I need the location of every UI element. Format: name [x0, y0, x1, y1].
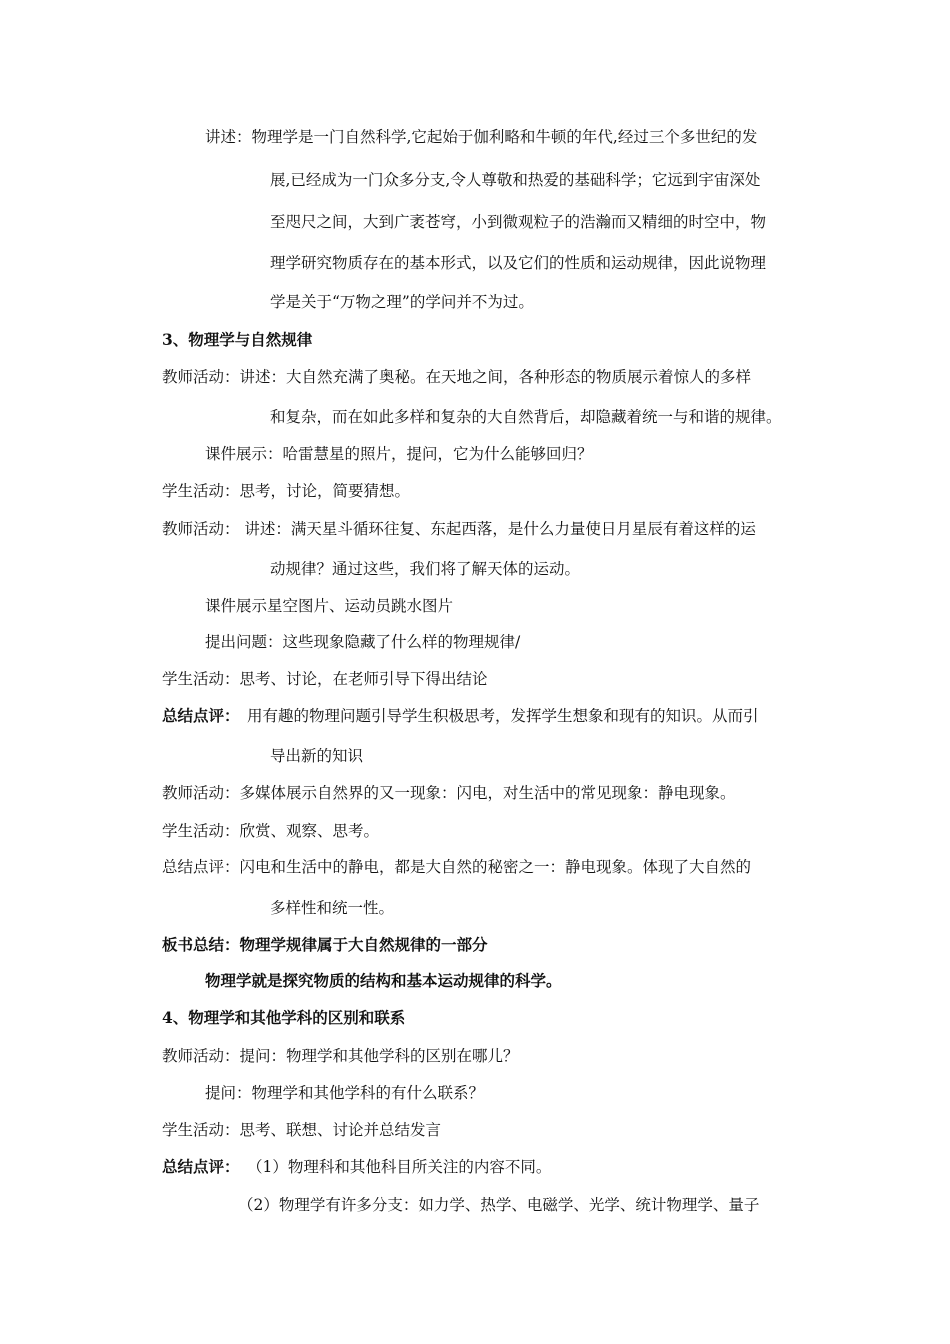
- paragraph-line: 教师活动：讲述：大自然充满了奥秘。在天地之间，各种形态的物质展示着惊人的多样: [162, 368, 752, 386]
- paragraph-line: （1）物理科和其他科目所关注的内容不同。: [247, 1158, 552, 1176]
- summary-label: 总结点评：: [162, 706, 240, 725]
- paragraph-line: 总结点评：闪电和生活中的静电，都是大自然的秘密之一：静电现象。体现了大自然的: [162, 858, 752, 876]
- paragraph-line: 学生活动：思考，讨论，简要猜想。: [162, 482, 411, 500]
- paragraph-line: 动规律？通过这些，我们将了解天体的运动。: [270, 560, 581, 578]
- paragraph-line: 教师活动： 讲述：满天星斗循环往复、东起西落，是什么力量使日月星辰有着这样的运: [162, 520, 756, 538]
- paragraph-line: 至咫尺之间，大到广袤苍穹，小到微观粒子的浩瀚而又精细的时空中，物: [270, 213, 767, 231]
- paragraph-line: 学是关于“万物之理”的学问并不为过。: [270, 293, 534, 311]
- paragraph-line: 和复杂，而在如此多样和复杂的大自然背后，却隐藏着统一与和谐的规律。: [270, 408, 782, 426]
- paragraph-line: 理学研究物质存在的基本形式，以及它们的性质和运动规律，因此说物理: [270, 254, 767, 272]
- paragraph-line: 提出问题：这些现象隐藏了什么样的物理规律/: [205, 633, 521, 651]
- paragraph-line: 讲述：物理学是一门自然科学,它起始于伽利略和牛顿的年代,经过三个多世纪的发: [205, 128, 758, 146]
- board-summary: 板书总结：物理学规律属于大自然规律的一部分: [162, 935, 488, 954]
- paragraph-line: 学生活动：思考、讨论，在老师引导下得出结论: [162, 670, 488, 688]
- paragraph-line: 导出新的知识: [270, 747, 364, 765]
- paragraph-line: 展,已经成为一门众多分支,令人尊敬和热爱的基础科学；它远到宇宙深处: [270, 171, 761, 189]
- section-heading: 3、物理学与自然规律: [162, 330, 313, 349]
- paragraph-line: 教师活动：提问：物理学和其他学科的区别在哪儿？: [162, 1047, 519, 1065]
- paragraph-line: 学生活动：思考、联想、讨论并总结发言: [162, 1121, 442, 1139]
- summary-label: 总结点评：: [162, 1157, 240, 1176]
- section-heading: 4、物理学和其他学科的区别和联系: [162, 1008, 406, 1027]
- paragraph-line: 提问：物理学和其他学科的有什么联系？: [205, 1084, 485, 1102]
- paragraph-line: 多样性和统一性。: [270, 899, 395, 917]
- paragraph-line: 课件展示：哈雷慧星的照片，提问，它为什么能够回归？: [205, 445, 593, 463]
- paragraph-line: 课件展示星空图片、运动员跳水图片: [205, 597, 454, 615]
- board-summary-line: 物理学就是探究物质的结构和基本运动规律的科学。: [205, 971, 562, 990]
- paragraph-line: （2）物理学有许多分支：如力学、热学、电磁学、光学、统计物理学、量子: [238, 1196, 760, 1214]
- paragraph-line: 学生活动：欣赏、观察、思考。: [162, 822, 380, 840]
- paragraph-line: 用有趣的物理问题引导学生积极思考，发挥学生想象和现有的知识。从而引: [247, 707, 759, 725]
- paragraph-line: 教师活动：多媒体展示自然界的又一现象：闪电，对生活中的常见现象：静电现象。: [162, 784, 736, 802]
